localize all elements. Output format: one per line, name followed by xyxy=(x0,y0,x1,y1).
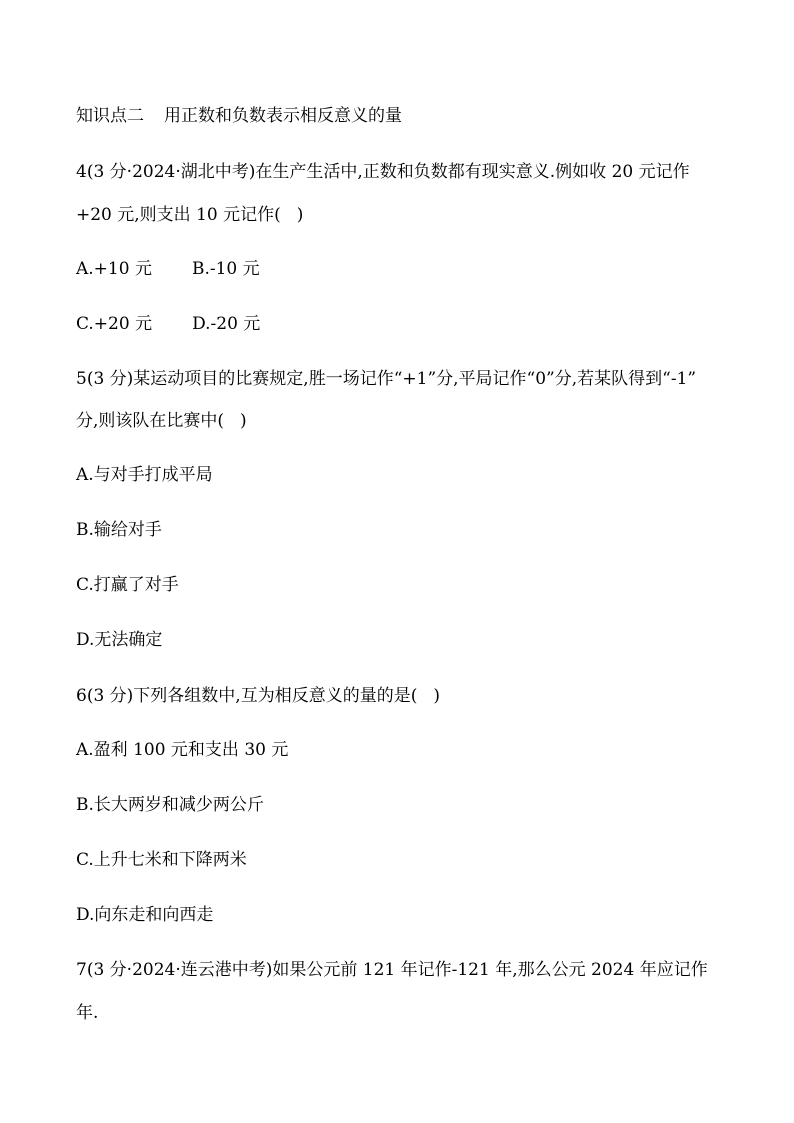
section-label: 知识点二 xyxy=(76,106,144,126)
question-7-text-line-1: 7(3 分·2024·连云港中考)如果公元前 121 年记作-121 年,那么公元 2024 年应记作 xyxy=(76,960,708,980)
question-5-paren-close: ) xyxy=(240,411,247,431)
question-5-option-d: D.无法确定 xyxy=(76,630,163,650)
section-heading xyxy=(76,105,402,127)
question-5-stem-end: 分,则该队在比赛中( xyxy=(76,411,225,431)
question-4-options-row-1 xyxy=(76,258,260,280)
question-4-paren-close: ) xyxy=(296,205,304,225)
question-4-stem-end: +20 元,则支出 10 元记作( xyxy=(76,205,281,225)
question-6-option-c: C.上升七米和下降两米 xyxy=(76,850,247,870)
question-4-text-line-1: 4(3 分·2024·湖北中考)在生产生活中,正数和负数都有现实意义.例如收 20 元记作 xyxy=(76,162,690,182)
question-6-option-d: D.向东走和向西走 xyxy=(76,905,214,925)
option-c: C.+20 元 xyxy=(76,314,153,334)
option-a: A.+10 元 xyxy=(76,259,152,279)
question-5-option-b: B.输给对手 xyxy=(76,520,162,540)
question-4-options-row-2 xyxy=(76,313,260,335)
option-b: B.-10 元 xyxy=(191,259,260,279)
option-d: D.-20 元 xyxy=(192,314,261,334)
question-6-stem: 6(3 分)下列各组数中,互为相反意义的量的是( xyxy=(76,686,418,706)
question-5-text-line-2 xyxy=(76,410,247,432)
question-7-text-line-2: 年. xyxy=(76,1003,99,1023)
section-title: 用正数和负数表示相反意义的量 xyxy=(164,106,402,126)
question-4-text-line-2 xyxy=(76,204,303,226)
question-6-option-b: B.长大两岁和减少两公斤 xyxy=(76,795,264,815)
question-6-text-line-1 xyxy=(76,685,440,707)
question-5-text-line-1: 5(3 分)某运动项目的比赛规定,胜一场记作“+1”分,平局记作“0”分,若某队得到“-1” xyxy=(76,369,697,389)
question-5-option-c: C.打赢了对手 xyxy=(76,575,179,595)
question-6-option-a: A.盈利 100 元和支出 30 元 xyxy=(76,740,289,760)
question-6-paren-close: ) xyxy=(433,686,440,706)
question-5-option-a: A.与对手打成平局 xyxy=(76,465,213,485)
